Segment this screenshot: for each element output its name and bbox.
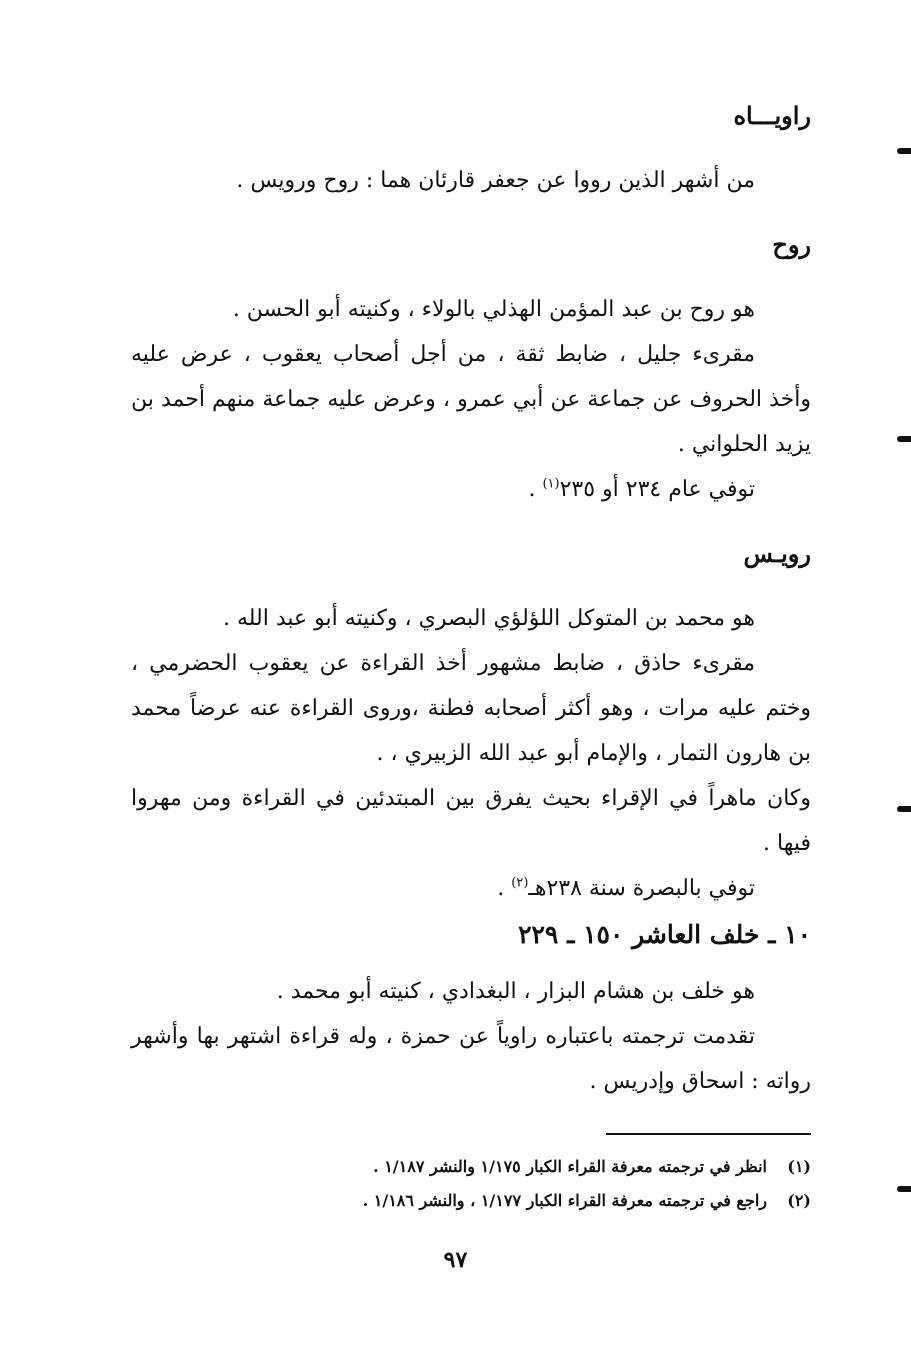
section-spacer: [131, 512, 811, 534]
page-number: ٩٧: [443, 1247, 468, 1273]
rawh-death-text: توفي عام ٢٣٤ أو ٢٣٥: [559, 477, 755, 502]
footnote-1: [211, 1150, 811, 1184]
rawh-paragraph-2: مقرىء جليل ، ضابط ثقة ، من أجل أصحاب يعقوب ، عرض عليه وأخذ الحروف عن جماعة عن أبي عمرو ، وعرض عليه جماعة منهم أحمد بن يزيد الحلواني .: [131, 342, 811, 457]
footnote-number: (١): [787, 1157, 811, 1176]
section-spacer: [131, 203, 811, 225]
rawh-death-end: .: [528, 477, 543, 502]
footnote-ref-2[interactable]: (٢): [511, 875, 529, 891]
footnotes: [211, 1150, 811, 1218]
footnote-text: راجع في ترجمته معرفة القراء الكبار ١/١٧٧ ، والنشر ١/١٨٦ .: [362, 1191, 767, 1210]
footnote-2: [211, 1184, 811, 1218]
footnote-ref-1[interactable]: (١): [542, 476, 560, 492]
ruways-paragraph-3: وكان ماهراً في الإقراء بحيث يفرق بين المبتدئين في القراءة ومن مهروا فيها .: [131, 786, 811, 856]
ruways-death-end: .: [497, 876, 512, 901]
section-heading-rawh: روح: [772, 230, 811, 259]
scan-edge-mark: [897, 148, 911, 154]
ruways-paragraph-4: [131, 866, 811, 911]
rawh-paragraph-1: هو روح بن عبد المؤمن الهذلي بالولاء ، وكنيته أبو الحسن .: [232, 297, 755, 322]
scan-edge-mark: [897, 806, 911, 812]
page-body: [131, 96, 811, 1104]
footnote-number: (٢): [787, 1191, 811, 1210]
ruways-paragraph-2: مقرىء حاذق ، ضابط مشهور أخذ القراءة عن يعقوب الحضرمي ، وختم عليه مرات ، وهو أكثر أصحابه فطنة ،وروى القراءة عنه عرضاً محمد بن هارون التمار ، والإمام أبو عبد الله الزبيري ، .: [131, 651, 811, 766]
section-heading-rawis: راويـــاه: [733, 101, 811, 130]
footnote-divider: [606, 1133, 811, 1135]
footnote-text: انظر في ترجمته معرفة القراء الكبار ١/١٧٥ والنشر ١/١٨٧ .: [373, 1157, 767, 1176]
rawh-paragraph-3: [131, 467, 811, 512]
section-heading-khalaf: ١٠ ـ خلف العاشر ١٥٠ ـ ٢٢٩: [518, 920, 811, 949]
ruways-paragraph-1: هو محمد بن المتوكل اللؤلؤي البصري ، وكنيته أبو عبد الله .: [222, 606, 755, 631]
khalaf-paragraph-2: تقدمت ترجمته باعتباره راوياً عن حمزة ، وله قراءة اشتهر بها وأشهر رواته : اسحاق وإدريس .: [131, 1024, 811, 1094]
scan-edge-mark: [897, 1186, 911, 1192]
scan-edge-mark: [897, 436, 911, 442]
ruways-death-text: توفي بالبصرة سنة ٢٣٨هـ: [528, 876, 755, 901]
khalaf-paragraph-1: هو خلف بن هشام البزار ، البغدادي ، كنيته أبو محمد .: [276, 979, 755, 1004]
rawis-paragraph: من أشهر الذين رووا عن جعفر قارئان هما : روح ورويس .: [236, 168, 755, 193]
section-heading-ruways: رويـس: [743, 539, 811, 568]
